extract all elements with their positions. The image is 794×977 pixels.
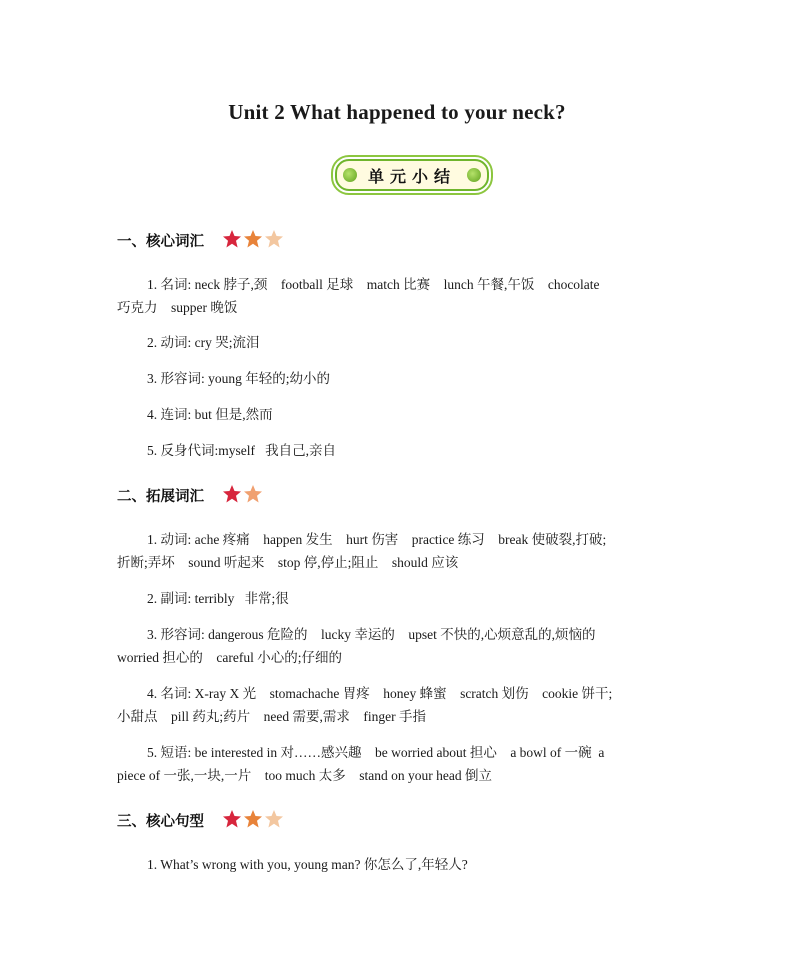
section-heading-extended-vocab (117, 484, 265, 506)
text-line: 折断;弄坏 sound 听起来 stop 停,停止;阻止 should 应该 (117, 555, 459, 570)
two-star-rating-icon (223, 484, 265, 504)
three-star-rating-icon (223, 809, 285, 829)
section-heading-core-sentences (117, 809, 285, 831)
section-label: 三、核心句型 (117, 814, 204, 830)
text-line: 5. 反身代词:myself 我自己,亲自 (147, 443, 336, 458)
text-line: 2. 动词: cry 哭;流泪 (147, 335, 260, 350)
text-line: 4. 名词: X-ray X 光 stomachache 胃疼 honey 蜂蜜 scratch 划伤 cookie 饼干; (147, 686, 613, 701)
text-line: 3. 形容词: young 年轻的;幼小的 (147, 371, 331, 386)
badge-label: 单元小结 (367, 167, 456, 186)
section-label: 一、核心词汇 (117, 234, 204, 250)
text-line: 4. 连词: but 但是,然而 (147, 407, 273, 422)
page-title: Unit 2 What happened to your neck? (228, 100, 566, 124)
text-line: 小甜点 pill 药丸;药片 need 需要,需求 finger 手指 (117, 709, 426, 724)
text-line: 5. 短语: be interested in 对……感兴趣 be worried about 担心 a bowl of 一碗 a (147, 745, 605, 760)
text-line: 1. 名词: neck 脖子,颈 football 足球 match 比赛 lunch 午餐,午饭 chocolate (147, 277, 600, 292)
text-line: 3. 形容词: dangerous 危险的 lucky 幸运的 upset 不快的,心烦意乱的,烦恼的 (147, 627, 596, 642)
section-heading-core-vocab (117, 229, 285, 251)
text-line: piece of 一张,一块,一片 too much 太多 stand on your head 倒立 (117, 768, 492, 783)
text-line: 1. What’s wrong with you, young man? 你怎么了,年轻人? (147, 857, 468, 872)
section-label: 二、拓展词汇 (117, 489, 204, 505)
text-line: 2. 副词: terribly 非常;很 (147, 591, 289, 606)
text-line: worried 担心的 careful 小心的;仔细的 (117, 650, 342, 665)
text-line: 1. 动词: ache 疼痛 happen 发生 hurt 伤害 practice 练习 break 使破裂,打破; (147, 532, 607, 547)
three-star-rating-icon (223, 229, 285, 249)
text-line: 巧克力 supper 晚饭 (117, 300, 238, 315)
summary-badge (331, 155, 493, 195)
